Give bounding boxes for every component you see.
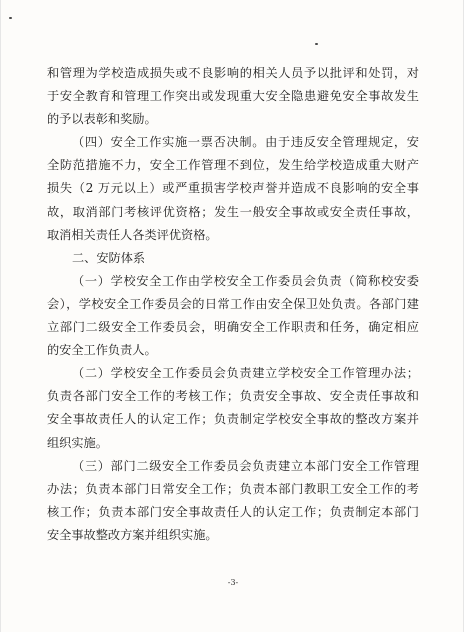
text-line: 负责各部门安全工作的考核工作；负责安全事故、安全责任事故和 [47,389,419,404]
text-line: 的安全工作负责人。 [47,343,157,358]
text-line: 的予以表彰和奖励。 [47,112,157,127]
text-line: 会），学校安全工作委员会的日常工作由安全保卫处负责。各部门建 [47,296,419,311]
text-line: （三）部门二级安全工作委员会负责建立本部门安全工作管理 [72,458,419,473]
text-line: 安全事故责任人的认定工作；负责制定学校安全事故的整改方案并 [47,412,419,427]
text-line: 全防范措施不力，安全工作管理不到位，发生给学校造成重大财产 [47,158,419,173]
text-line: 安全事故整改方案并组织实施。 [47,527,218,542]
text-line: （二）学校安全工作委员会负责建立学校安全工作管理办法； [72,366,419,381]
text-line: 损失（2 万元以上）或严重损害学校声誉并造成不良影响的安全事 [47,181,419,196]
scan-speck [9,17,12,19]
text-line: 办法；负责本部门日常安全工作；负责本部门教职工安全工作的考 [47,481,419,496]
text-line: 核工作；负责本部门安全事故责任人的认定工作；负责制定本部门 [47,504,419,519]
text-line: 和管理为学校造成损失或不良影响的相关人员予以批评和处罚，对 [47,66,419,80]
text-line: （四）安全工作实施一票否决制。由于违反安全管理规定，安 [72,135,419,150]
text-line: 组织实施。 [47,435,108,450]
scan-speck [315,43,318,45]
section-heading: 二、安防体系 [72,250,146,265]
text-line: （一）学校安全工作由学校安全工作委员会负责（简称校安委 [72,273,419,288]
document-body [47,62,419,547]
text-line: 于安全教育和管理工作突出或发现重大安全隐患避免安全事故发生 [47,89,419,104]
page-number: -3- [227,578,239,587]
text-line: 故，取消部门考核评优资格；发生一般安全事故或安全责任事故， [47,204,419,219]
text-line: 立部门二级安全工作委员会，明确安全工作职责和任务，确定相应 [47,320,419,335]
text-line: 取消相关责任人各类评优资格。 [47,227,218,242]
